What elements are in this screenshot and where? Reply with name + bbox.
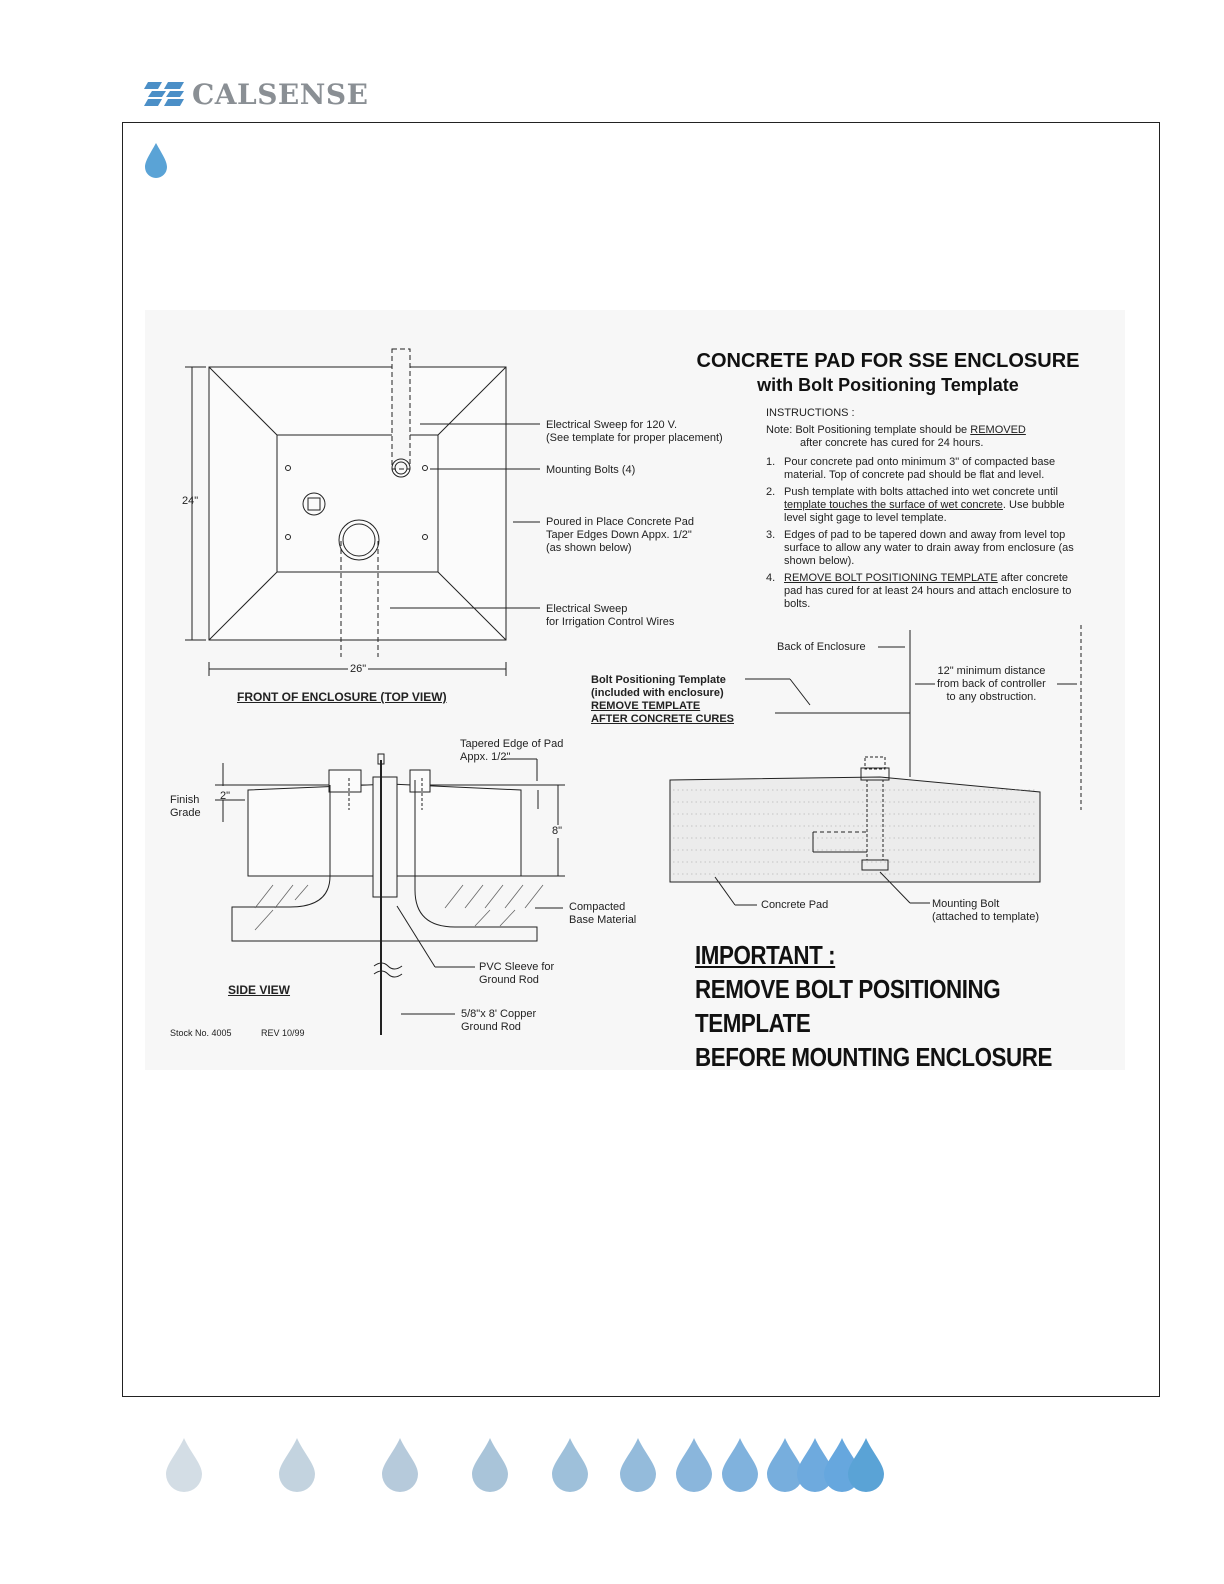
ground-rod-label: 5/8"x 8' Copper Ground Rod xyxy=(461,1008,537,1033)
water-drop-icon xyxy=(767,1438,803,1492)
dim-height-label: 24" xyxy=(182,495,199,507)
top-view-caption: FRONT OF ENCLOSURE (TOP VIEW) xyxy=(237,690,447,704)
water-drop-icon xyxy=(620,1438,656,1492)
technical-drawing xyxy=(145,310,1125,1070)
bolt-template-label: Bolt Positioning Template (included with enclosure) REMOVE TEMPLATE AFTER CONCRETE CURES xyxy=(591,674,735,725)
water-drop-icon xyxy=(552,1438,588,1492)
calsense-logo xyxy=(144,78,368,110)
concrete-pad-label: Poured in Place Concrete Pad Taper Edges Down Appx. 1/2" (as shown below) xyxy=(546,516,694,554)
water-drop-icon xyxy=(722,1438,758,1492)
minimum-distance-label: 12" minimum distance from back of controller to any obstruction. xyxy=(937,665,1046,703)
tapered-edge-label: Tapered Edge of Pad Appx. 1/2" xyxy=(460,738,564,763)
footer-drops xyxy=(0,1430,1224,1500)
important-notice: IMPORTANT : REMOVE BOLT POSITIONING TEMPLATE BEFORE MOUNTING ENCLOSURE xyxy=(695,940,1052,1072)
instructions xyxy=(766,407,1086,615)
brand-name: CALSENSE xyxy=(192,77,369,111)
water-drop-icon xyxy=(141,141,171,181)
instruction-step: 4. REMOVE BOLT POSITIONING TEMPLATE after concrete pad has cured for at least 24 hours and attach enclosure to bolts. xyxy=(766,572,1072,610)
water-drop-icon xyxy=(472,1438,508,1492)
mounting-bolts-label: Mounting Bolts (4) xyxy=(546,464,636,476)
water-drop-icon xyxy=(676,1438,712,1492)
calsense-logo-mark-icon xyxy=(144,81,186,107)
detail-mounting-bolt-label: Mounting Bolt (attached to template) xyxy=(932,898,1040,923)
instruction-step: 1. Pour concrete pad onto minimum 3" of compacted base material. Top of concrete pad should be flat and level. xyxy=(766,456,1056,481)
finish-grade-label: Finish Grade xyxy=(170,794,201,819)
dim-2-label: 2" xyxy=(220,790,231,802)
water-drop-icon xyxy=(279,1438,315,1492)
water-drop-icon xyxy=(848,1438,884,1492)
sweep-irrigation-label: Electrical Sweep for Irrigation Control Wires xyxy=(546,603,675,628)
drawing-title: CONCRETE PAD FOR SSE ENCLOSURE xyxy=(696,350,1080,372)
instructions-note: Note: Bolt Positioning template should be REMOVED after concrete has cured for 24 hours. xyxy=(766,424,1026,449)
detail-concrete-pad-label: Concrete Pad xyxy=(761,899,829,911)
water-drop-icon xyxy=(382,1438,418,1492)
pvc-sleeve-label: PVC Sleeve for Ground Rod xyxy=(479,961,555,986)
water-drop-icon xyxy=(166,1438,202,1492)
dim-width-label: 26" xyxy=(350,663,367,675)
instruction-step: 3. Edges of pad to be tapered down and away from level top surface to allow any water to drain away from enclosure (as shown below). xyxy=(766,529,1074,567)
instruction-step: 2. Push template with bolts attached into wet concrete until template touches the surface of wet concrete. Use bubble level sight gage to level template. xyxy=(766,486,1065,524)
drawing-subtitle: with Bolt Positioning Template xyxy=(757,375,1019,395)
back-of-enclosure-label: Back of Enclosure xyxy=(777,641,866,653)
instructions-heading: INSTRUCTIONS : xyxy=(766,407,855,419)
dim-8-label: 8" xyxy=(552,825,563,837)
sweep-120-label: Electrical Sweep for 120 V. (See template for proper placement) xyxy=(546,419,723,444)
revision: REV 10/99 xyxy=(261,1028,305,1038)
side-view-caption: SIDE VIEW xyxy=(228,983,291,997)
stock-number: Stock No. 4005 xyxy=(170,1028,232,1038)
base-material-label: Compacted Base Material xyxy=(569,901,637,926)
